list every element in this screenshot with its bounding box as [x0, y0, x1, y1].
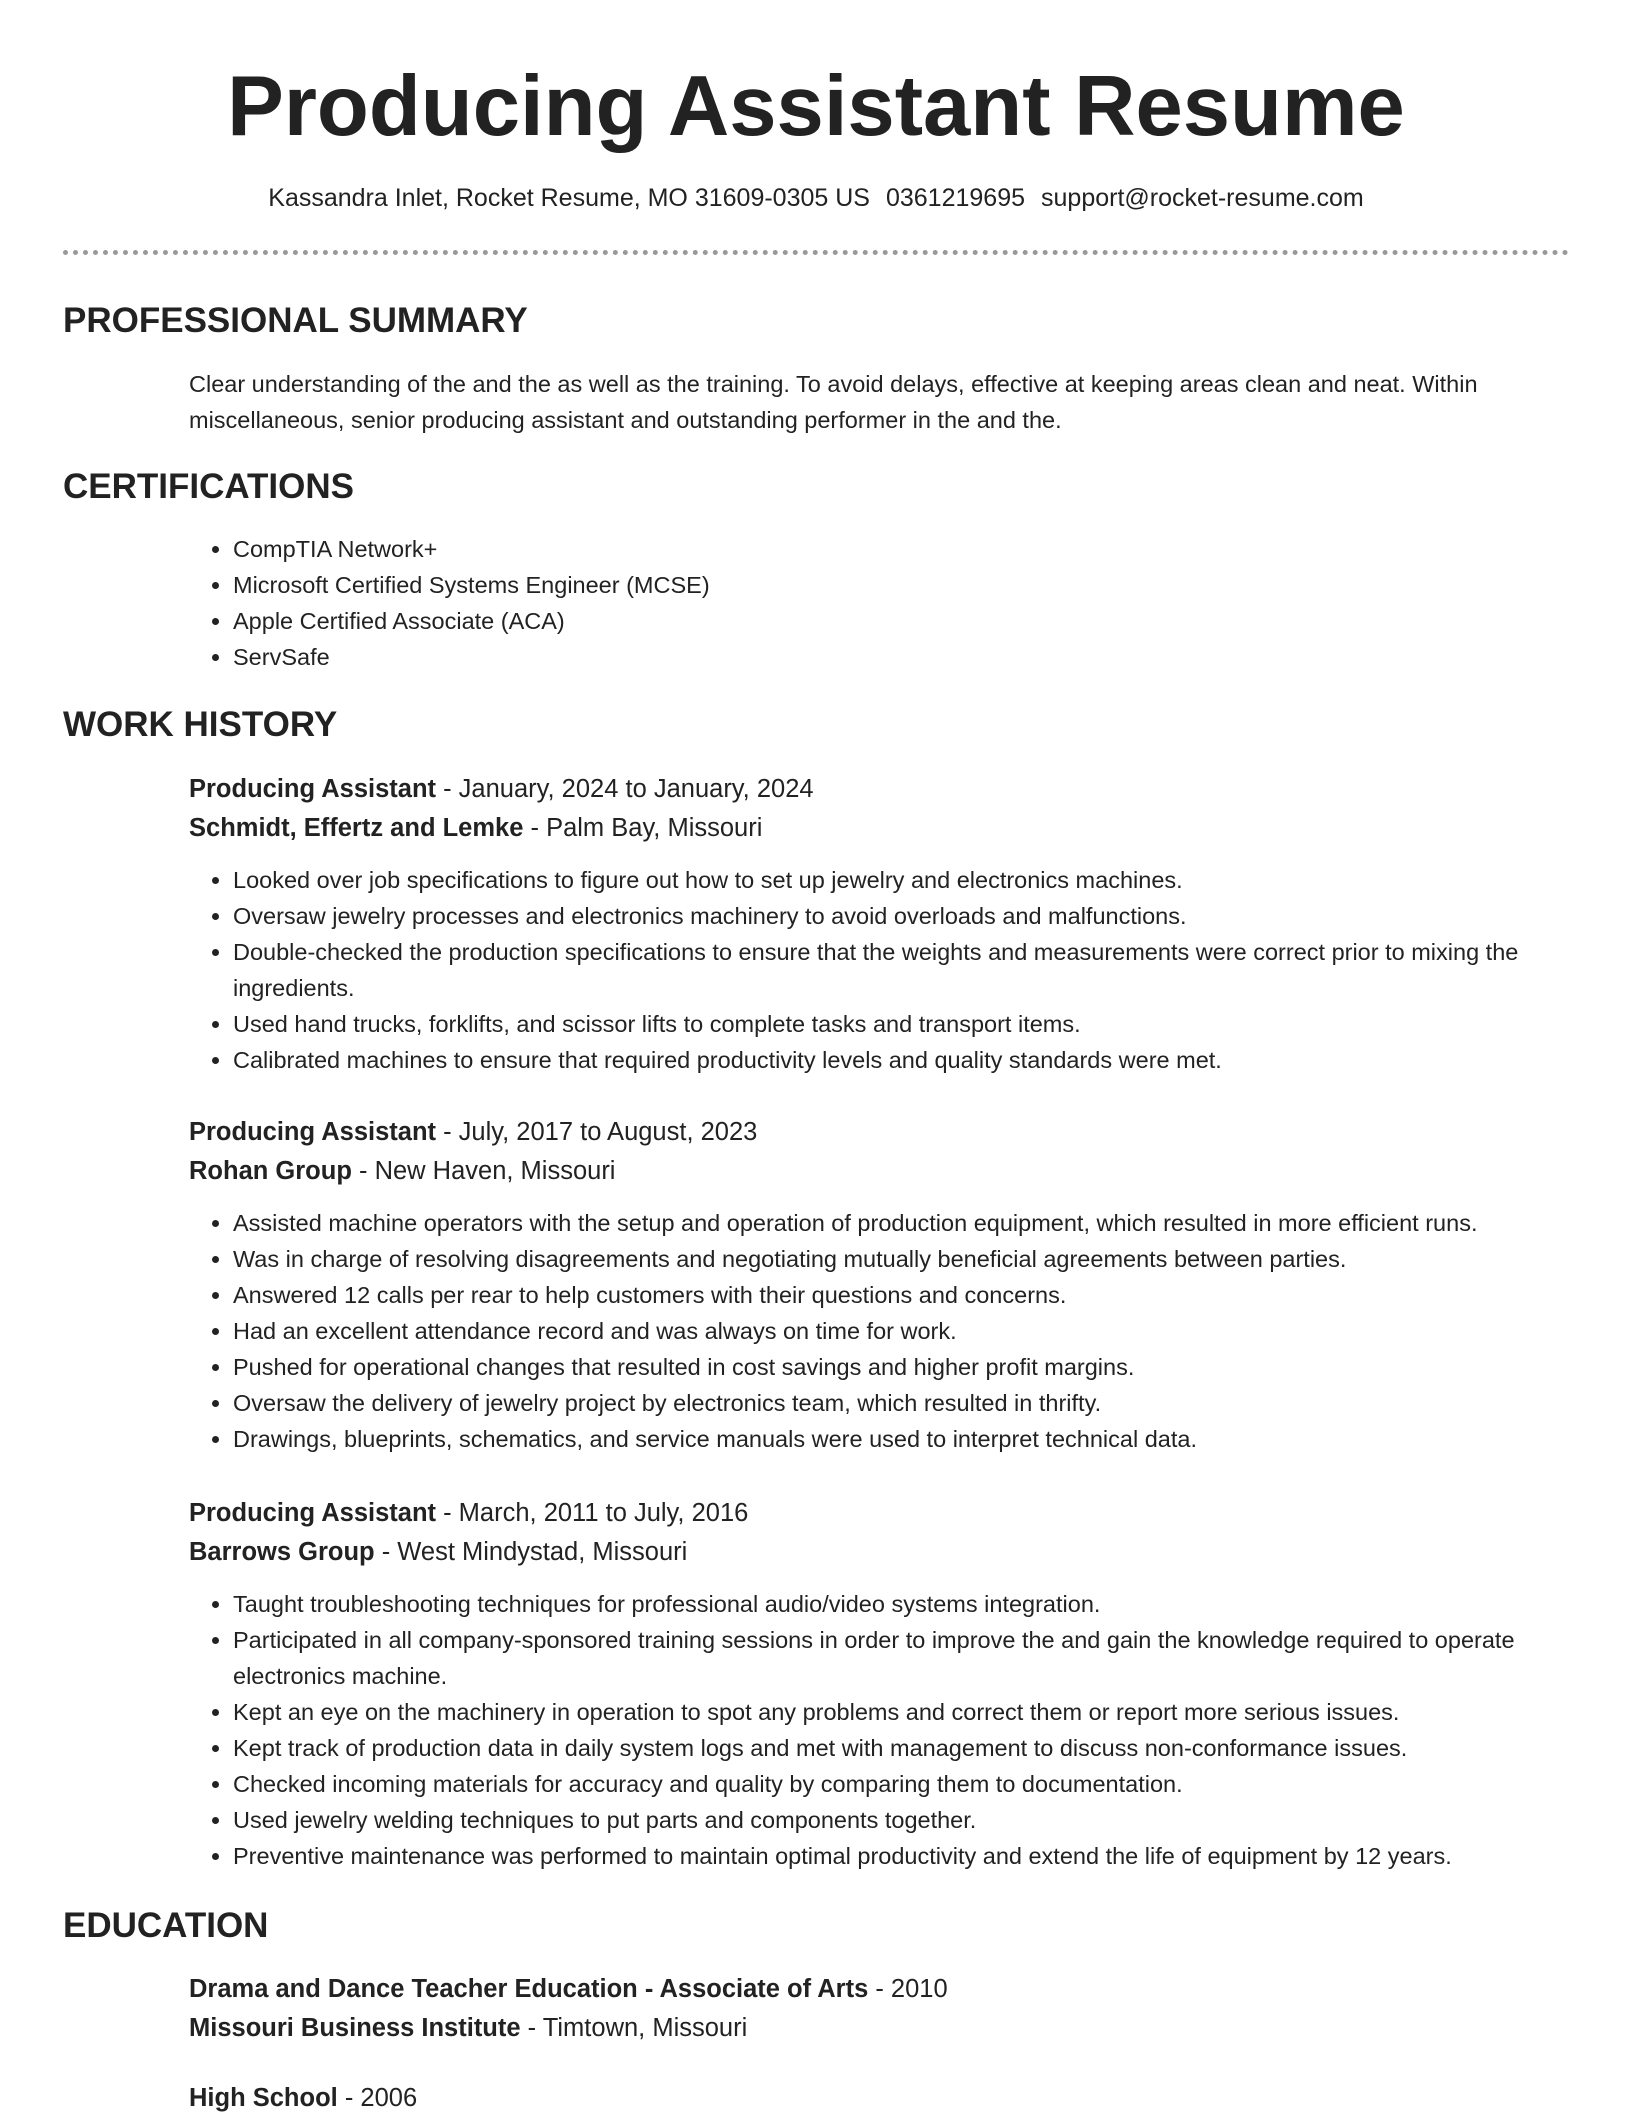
job-location: - West Mindystad, Missouri	[374, 1538, 688, 1566]
certification-item: • CompTIA Network+	[233, 531, 1569, 567]
job-bullet: • Kept track of production data in daily system logs and met with management to discuss non-conformance issues.	[233, 1730, 1569, 1766]
job-bullet: • Preventive maintenance was performed to maintain optimal productivity and extend the life of equipment by 12 years.	[233, 1838, 1569, 1874]
job-bullet: • Kept an eye on the machinery in operation to spot any problems and correct them or report more serious issues.	[233, 1694, 1569, 1730]
job-company: Rohan Group	[189, 1157, 352, 1185]
job-bullet: • Looked over job specifications to figure out how to set up jewelry and electronics machines.	[233, 862, 1569, 898]
job-dates: - January, 2024 to January, 2024	[436, 775, 814, 803]
summary-text: Clear understanding of the and the as well as the training. To avoid delays, effective at keeping areas clean and neat. Within miscellaneous, senior producing assistant and outstanding performer in the and the.	[189, 371, 1478, 433]
certification-item: • Microsoft Certified Systems Engineer (MCSE)	[233, 567, 1569, 603]
summary-heading: PROFESSIONAL SUMMARY	[63, 301, 528, 340]
certifications-heading: CERTIFICATIONS	[63, 467, 355, 506]
certifications-section	[189, 531, 1569, 675]
contact-phone: 0361219695	[885, 184, 1026, 212]
certifications-list	[189, 531, 1569, 675]
contact-address: Kassandra Inlet, Rocket Resume, MO 31609-0305 US	[268, 184, 870, 212]
job-bullet: • Had an excellent attendance record and was always on time for work.	[233, 1313, 1569, 1349]
job-company-line	[189, 809, 1569, 848]
job-company: Barrows Group	[189, 1538, 375, 1566]
contact-email: support@rocket-resume.com	[1041, 184, 1364, 212]
job-bullets	[189, 1205, 1569, 1457]
job-bullet: • Taught troubleshooting techniques for professional audio/video systems integration.	[233, 1586, 1569, 1622]
job-bullet: • Oversaw jewelry processes and electronics machinery to avoid overloads and malfunctions.	[233, 898, 1569, 934]
job-bullet: • Assisted machine operators with the setup and operation of production equipment, which resulted in more efficient runs.	[233, 1205, 1569, 1241]
education-degree-line	[189, 2079, 1569, 2118]
job-bullet: • Answered 12 calls per rear to help customers with their questions and concerns.	[233, 1277, 1569, 1313]
job-company-line	[189, 1152, 1569, 1191]
education-year: - 2006	[337, 2084, 418, 2112]
job-bullet: • Used jewelry welding techniques to put parts and components together.	[233, 1802, 1569, 1838]
job-entry	[189, 1494, 1569, 1874]
job-entry	[189, 770, 1569, 1078]
job-title-line	[189, 770, 1569, 809]
header-divider	[63, 250, 1569, 255]
contact-info	[0, 178, 1632, 218]
certification-item: • ServSafe	[233, 639, 1569, 675]
education-heading: EDUCATION	[63, 1906, 269, 1945]
job-title: Producing Assistant	[189, 1118, 437, 1146]
job-bullet: • Used hand trucks, forklifts, and scissor lifts to complete tasks and transport items.	[233, 1006, 1569, 1042]
job-dates: - March, 2011 to July, 2016	[436, 1499, 749, 1527]
education-year: - 2010	[868, 1975, 948, 2003]
job-bullet: • Calibrated machines to ensure that required productivity levels and quality standards were met.	[233, 1042, 1569, 1078]
job-bullet: • Drawings, blueprints, schematics, and service manuals were used to interpret technical data.	[233, 1421, 1569, 1457]
education-school: Missouri Business Institute	[189, 2014, 521, 2042]
job-entry	[189, 1113, 1569, 1457]
education-entry	[189, 2079, 1569, 2118]
education-degree-line	[189, 1970, 1569, 2009]
summary-section	[189, 366, 1569, 438]
job-location: - Palm Bay, Missouri	[523, 814, 763, 842]
education-degree: Drama and Dance Teacher Education - Associate of Arts	[189, 1975, 869, 2003]
education-entry	[189, 1970, 1569, 2048]
education-school-line	[189, 2009, 1569, 2048]
job-title: Producing Assistant	[189, 775, 437, 803]
job-title-line	[189, 1113, 1569, 1152]
job-bullet: • Double-checked the production specifications to ensure that the weights and measurements were correct prior to mixing the ingredients.	[233, 934, 1569, 1006]
resume-title: Producing Assistant Resume	[227, 59, 1405, 154]
job-bullet: • Participated in all company-sponsored training sessions in order to improve the and gain the knowledge required to operate electronics machine.	[233, 1622, 1569, 1694]
job-bullet: • Pushed for operational changes that resulted in cost savings and higher profit margins.	[233, 1349, 1569, 1385]
job-company-line	[189, 1533, 1569, 1572]
job-title-line	[189, 1494, 1569, 1533]
job-company: Schmidt, Effertz and Lemke	[189, 814, 524, 842]
job-bullet: • Oversaw the delivery of jewelry project by electronics team, which resulted in thrifty.	[233, 1385, 1569, 1421]
job-bullets	[189, 862, 1569, 1078]
job-bullet: • Was in charge of resolving disagreements and negotiating mutually beneficial agreements between parties.	[233, 1241, 1569, 1277]
job-bullet: • Checked incoming materials for accuracy and quality by comparing them to documentation.	[233, 1766, 1569, 1802]
education-location: - Timtown, Missouri	[520, 2014, 748, 2042]
certification-item: • Apple Certified Associate (ACA)	[233, 603, 1569, 639]
work-history-heading: WORK HISTORY	[63, 705, 338, 744]
job-location: - New Haven, Missouri	[351, 1157, 616, 1185]
job-bullets	[189, 1586, 1569, 1874]
education-degree: High School	[189, 2084, 338, 2112]
job-title: Producing Assistant	[189, 1499, 437, 1527]
job-dates: - July, 2017 to August, 2023	[436, 1118, 758, 1146]
